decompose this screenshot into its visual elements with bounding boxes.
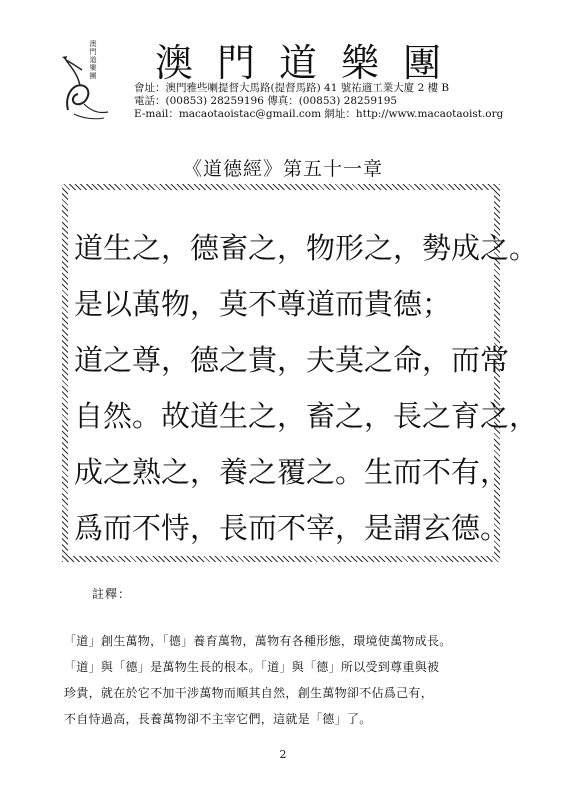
notes-body — [64, 628, 504, 732]
verse-line: 道生之，德畜之，物形之，勢成之。 — [74, 231, 539, 265]
org-logo — [60, 40, 118, 122]
note-line: 「道」與「德」是萬物生長的根本。「道」與「德」所以受到尊重與被 — [64, 660, 440, 674]
verse-line: 成之熟之，養之覆之。生而不有， — [74, 455, 510, 489]
org-title: 澳門道樂團 — [155, 41, 466, 85]
page-number: 2 — [279, 748, 287, 761]
chapter-title: 《道德經》第五十一章 — [182, 158, 383, 180]
contact-info — [134, 82, 503, 121]
address-line: 會址：澳門雅些喇提督大馬路(提督馬路) 41 號祐適工業大廈 2 樓 B — [134, 82, 450, 94]
logo-text: 澳門道樂團 — [89, 40, 97, 80]
verse-body — [72, 192, 539, 554]
verse-line: 自然。故道生之，畜之，長之育之， — [74, 399, 539, 433]
notes-label: 註釋： — [92, 587, 132, 601]
note-line: 「道」創生萬物，「德」養育萬物，萬物有各種形態，環境使萬物成長。 — [64, 634, 452, 648]
phone-fax-line: 電話：(00853) 28259196 傳真：(00853) 28259195 — [134, 95, 398, 107]
verse-line: 道之尊，德之貴，夫莫之命，而常 — [74, 343, 510, 377]
verse-line: 爲而不恃，長而不宰，是謂玄德。 — [74, 511, 510, 545]
verse-frame — [62, 184, 539, 562]
note-line: 珍貴，就在於它不加干涉萬物而順其自然，創生萬物卻不佔爲己有， — [64, 686, 434, 700]
note-line: 不自恃過高，長養萬物卻不主宰它們，這就是「德」了。 — [64, 712, 372, 726]
email-web-line: E-mail：macaotaoistac@gmail.com 網址：http://www.macaotaoist.org — [134, 108, 504, 120]
verse-line: 是以萬物，莫不尊道而貴德； — [74, 287, 452, 321]
